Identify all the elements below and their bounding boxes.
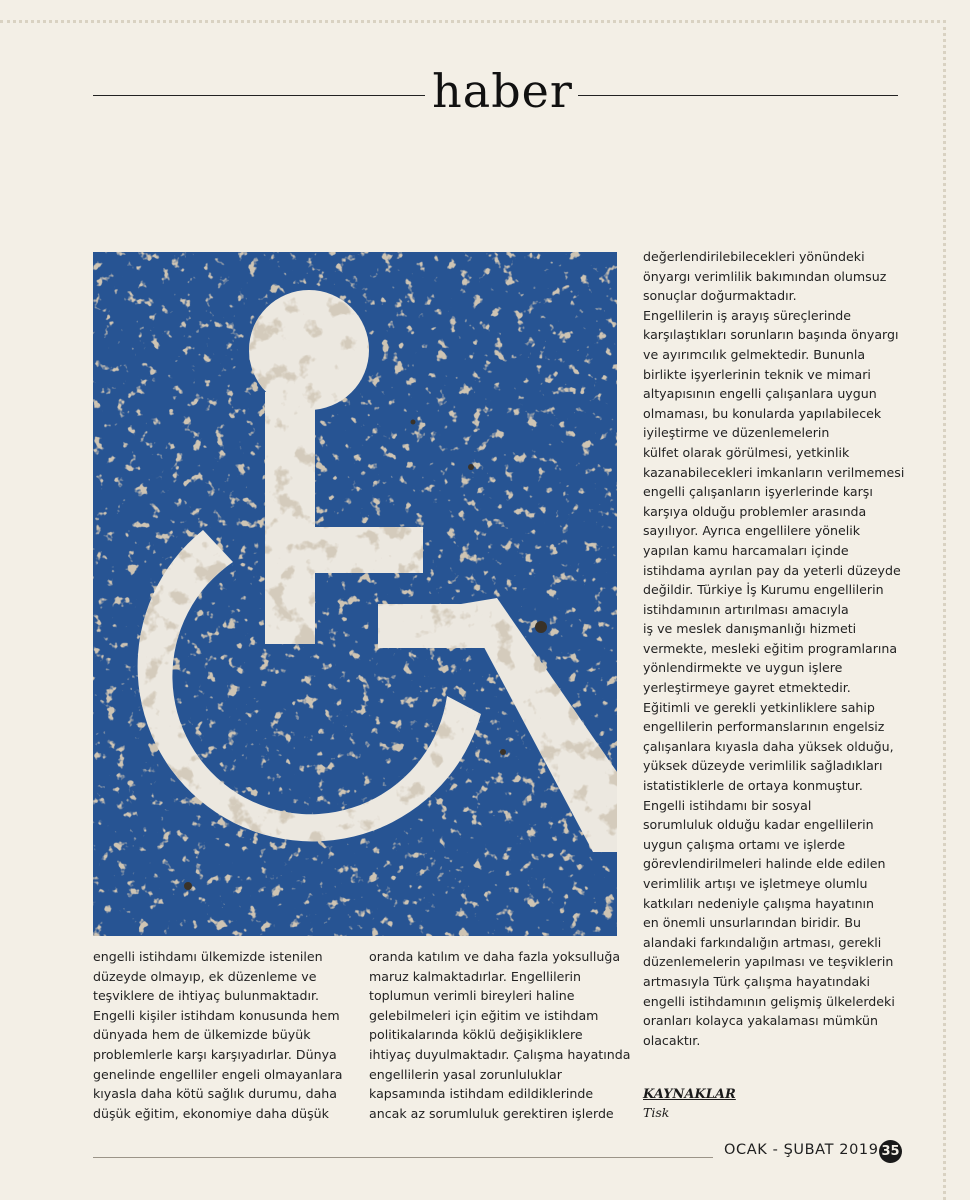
text-line: Engelli kişiler istihdam konusunda hem xyxy=(93,1007,340,1023)
text-line: politikalarında köklü değişikliklere xyxy=(369,1027,583,1043)
text-line: düzenlemelerin yapılması ve teşviklerin xyxy=(643,954,894,970)
text-line: verimlilik artışı ve işletmeye olumlu xyxy=(643,876,868,891)
text-line: altyapısının engelli çalışanlara uygun xyxy=(643,386,877,402)
text-line: düzeyde olmayıp, ek düzenleme ve xyxy=(93,968,317,984)
text-line: dünyada hem de ülkemizde büyük xyxy=(93,1027,311,1043)
text-line: istihdamının artırılması amacıyla xyxy=(643,601,849,617)
text-line: gelebilmeleri için eğitim ve istihdam xyxy=(369,1007,599,1023)
text-line: değildir. Türkiye İş Kurumu engellilerin xyxy=(643,582,884,598)
text-line: karşılaştıkları sorunların başında önyargı xyxy=(643,327,899,343)
wheelchair-photo xyxy=(93,252,617,936)
text-line: yüksek düzeyde verimlilik sağladıkları xyxy=(643,758,883,774)
text-line: değerlendirilebilecekleri yönündeki xyxy=(643,249,865,264)
text-line: ancak az sorumluluk gerektiren işlerde xyxy=(369,1105,614,1121)
text-line: kıyasla daha kötü sağlık durumu, daha xyxy=(93,1086,337,1102)
text-line: yönlendirmekte ve uygun işlere xyxy=(643,660,843,676)
text-line: sonuçlar doğurmaktadır. xyxy=(643,288,797,304)
text-line: olacaktır. xyxy=(643,1032,701,1048)
text-line: vermekte, mesleki eğitim programlarına xyxy=(643,640,898,656)
text-line: Eğitimli ve gerekli yetkinliklere sahip xyxy=(643,699,875,715)
text-line: düşük eğitim, ekonomiye daha düşük xyxy=(93,1105,329,1121)
text-line: ihtiyaç duyulmaktadır. Çalışma hayatında xyxy=(369,1046,631,1062)
footer-rule xyxy=(93,1157,713,1158)
text-line: engelli istihdamı ülkemizde istenilen xyxy=(93,949,323,964)
text-line: karşıya olduğu problemler arasında xyxy=(643,503,867,519)
text-line: toplumun verimli bireyleri haline xyxy=(369,988,575,1004)
text-line: olmaması, bu konularda yapılabilecek xyxy=(643,405,882,421)
text-line: yapılan kamu harcamaları içinde xyxy=(643,542,849,558)
header-rule-right xyxy=(578,95,898,96)
article-column-middle xyxy=(369,947,631,1123)
text-line: teşviklere de ihtiyaç bulunmaktadır. xyxy=(93,988,320,1004)
text-line: çalışanlara kıyasla daha yüksek olduğu, xyxy=(643,738,894,754)
text-line: en önemli unsurlarından biridir. Bu xyxy=(643,915,862,931)
text-line: birlikte işyerlerinin teknik ve mimari xyxy=(643,366,871,382)
text-line: artmasıyla Türk çalışma hayatındaki xyxy=(643,973,870,989)
sources-heading: KAYNAKLAR xyxy=(643,1087,736,1102)
text-line: oranları kolayca yakalaması mümkün xyxy=(643,1013,878,1029)
text-line: istihdama ayrılan pay da yeterli düzeyde xyxy=(643,562,901,578)
text-line: problemlerle karşı karşıyadırlar. Dünya xyxy=(93,1046,337,1062)
text-line: genelinde engelliler engeli olmayanlara xyxy=(93,1066,343,1082)
article-column-right xyxy=(643,247,905,1050)
text-line: sorumluluk olduğu kadar engellilerin xyxy=(643,817,874,833)
section-title: haber xyxy=(432,64,573,118)
text-line: uygun çalışma ortamı ve işlerde xyxy=(643,836,846,852)
text-line: görevlendirilmeleri halinde elde edilen xyxy=(643,856,886,872)
text-line: alandaki farkındalığın artması, gerekli xyxy=(643,934,882,950)
text-line: engelli çalışanların işyerlerinde karşı xyxy=(643,484,873,500)
text-line: istatistiklerle de ortaya konmuştur. xyxy=(643,778,863,794)
issue-date: OCAK - ŞUBAT 2019 xyxy=(724,1142,879,1158)
text-line: katkıları nedeniyle çalışma hayatının xyxy=(643,895,875,911)
text-line: maruz kalmaktadırlar. Engellilerin xyxy=(369,968,581,984)
article-column-left xyxy=(93,947,355,1123)
source-item: Tisk xyxy=(643,1105,670,1120)
text-line: önyargı verimlilik bakımından olumsuz xyxy=(643,268,887,284)
page-number: 35 xyxy=(879,1140,902,1163)
header-rule-left xyxy=(93,95,425,96)
text-line: kapsamında istihdam edildiklerinde xyxy=(369,1086,594,1102)
text-line: iş ve meslek danışmanlığı hizmeti xyxy=(643,621,857,637)
text-line: ve ayırımcılık gelmektedir. Bununla xyxy=(643,346,866,362)
text-line: Engellilerin iş arayış süreçlerinde xyxy=(643,307,852,323)
text-line: sayılıyor. Ayrıca engellilere yönelik xyxy=(643,523,860,539)
text-line: engellilerin performanslarının engelsiz xyxy=(643,719,885,735)
text-line: kazanabilecekleri imkanların verilmemesi xyxy=(643,464,905,480)
text-line: külfet olarak görülmesi, yetkinlik xyxy=(643,444,850,460)
text-line: yerleştirmeye gayret etmektedir. xyxy=(643,680,851,696)
text-line: Engelli istihdamı bir sosyal xyxy=(643,797,812,813)
text-line: iyileştirme ve düzenlemelerin xyxy=(643,425,830,441)
text-line: oranda katılım ve daha fazla yoksulluğa xyxy=(369,949,621,964)
text-line: engellilerin yasal zorunluluklar xyxy=(369,1066,562,1082)
wheelchair-symbol-icon xyxy=(93,252,617,936)
text-line: engelli istihdamının gelişmiş ülkelerdeki xyxy=(643,993,895,1009)
